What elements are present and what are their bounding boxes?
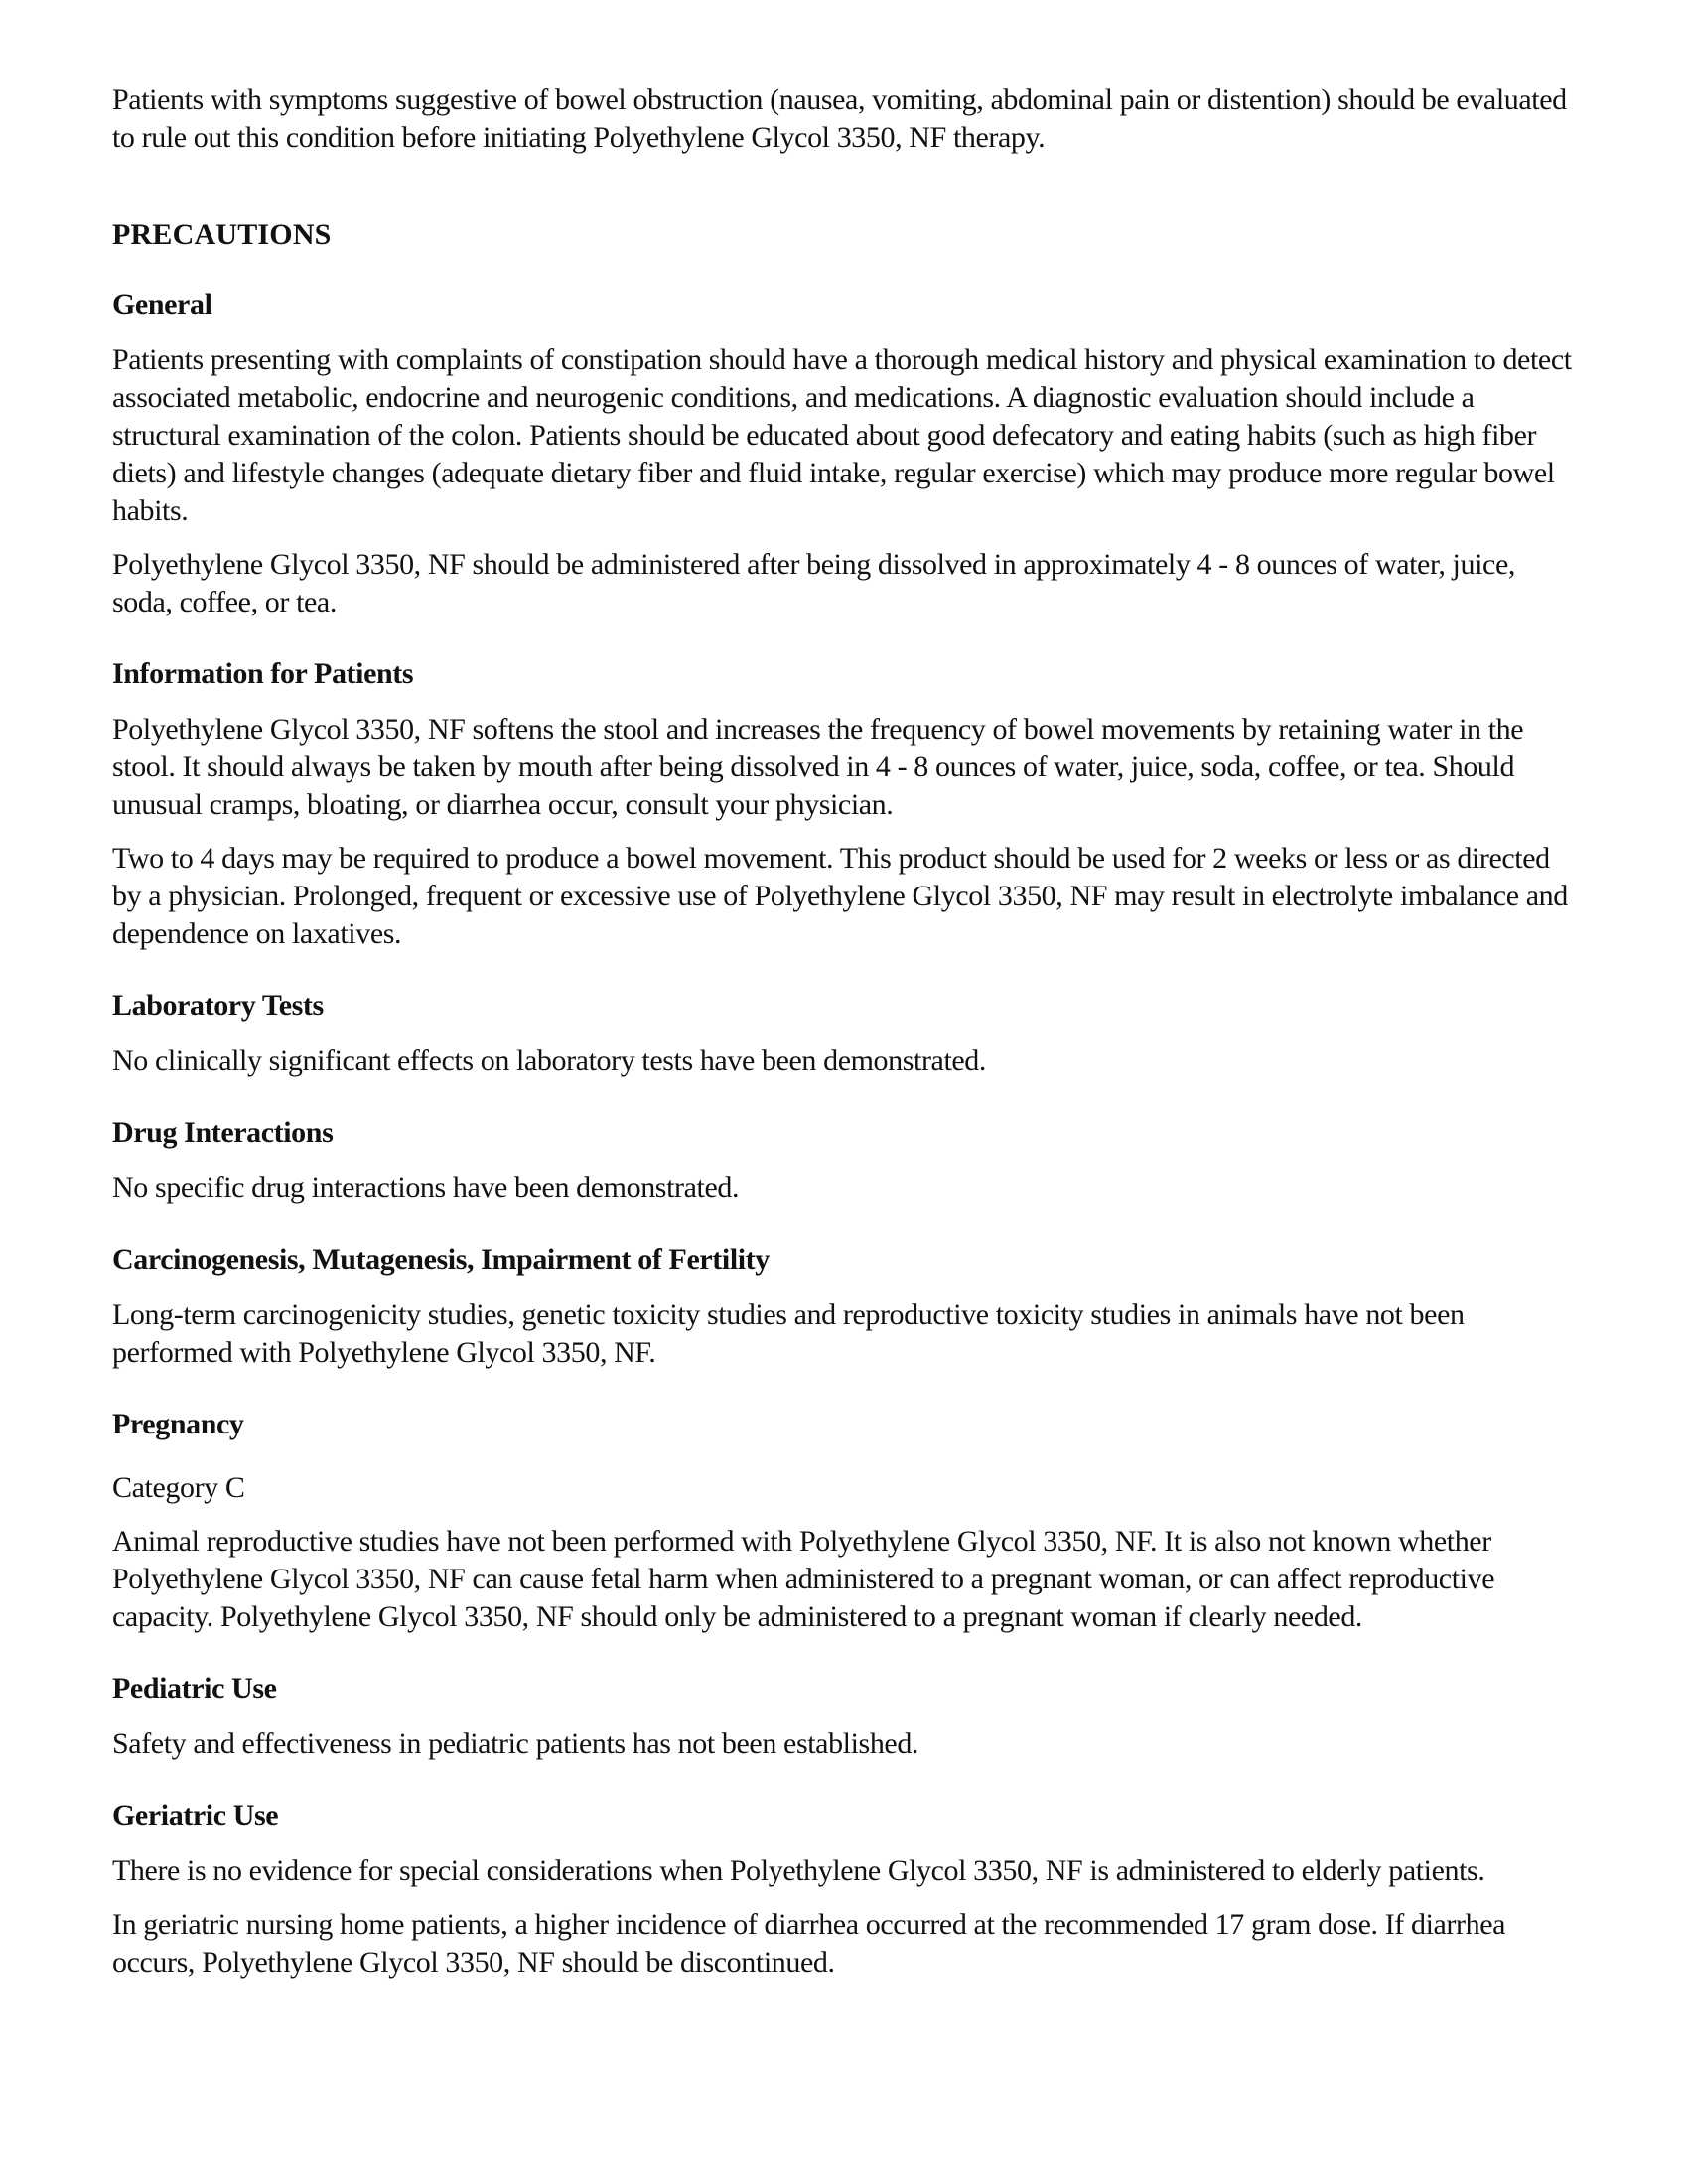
paragraph: There is no evidence for special considerations when Polyethylene Glycol 3350, NF is administered to elderly patients.: [112, 1854, 1485, 1887]
precautions-heading: PRECAUTIONS: [112, 218, 332, 251]
section-geriatric-use: [112, 1797, 1582, 1981]
intro-paragraph: Patients with symptoms suggestive of bowel obstruction (nausea, vomiting, abdominal pain or distention) should be evaluated to rule out this condition before initiating Polyethylene Glycol 3350, NF therapy.: [112, 83, 1567, 154]
section-pregnancy: [112, 1406, 1582, 1636]
paragraph: In geriatric nursing home patients, a higher incidence of diarrhea occurred at the recommended 17 gram dose. If diarrhea occurs, Polyethylene Glycol 3350, NF should be discontinued.: [112, 1908, 1506, 1979]
section-heading: Carcinogenesis, Mutagenesis, Impairment of Fertility: [112, 1243, 770, 1276]
section-information-for-patients: [112, 655, 1582, 953]
section-pediatric-use: [112, 1670, 1582, 1763]
paragraph: Polyethylene Glycol 3350, NF softens the stool and increases the frequency of bowel movements by retaining water in the stool. It should always be taken by mouth after being dissolved in 4 - 8 ounces of water, juice, soda, coffee, or tea. Should unusual cramps, bloating, or diarrhea occur, consult your physician.: [112, 713, 1524, 821]
section-carcinogenesis: [112, 1241, 1582, 1372]
section-heading: Drug Interactions: [112, 1116, 334, 1149]
paragraph: No specific drug interactions have been demonstrated.: [112, 1171, 740, 1204]
paragraph: Safety and effectiveness in pediatric patients has not been established.: [112, 1727, 919, 1760]
section-heading: General: [112, 288, 212, 321]
section-heading: Geriatric Use: [112, 1799, 279, 1832]
section-heading: Pregnancy: [112, 1408, 244, 1440]
section-heading: Information for Patients: [112, 657, 414, 690]
paragraph: Polyethylene Glycol 3350, NF should be administered after being dissolved in approximately 4 - 8 ounces of water, juice, soda, coffee, or tea.: [112, 548, 1515, 618]
paragraph: Patients presenting with complaints of constipation should have a thorough medical history and physical examination to detect associated metabolic, endocrine and neurogenic conditions, and medications. A diagnostic evaluation should include a structural examination of the colon. Patients should be educated about good defecatory and eating habits (such as high fiber diets) and lifestyle changes (adequate dietary fiber and fluid intake, regular exercise) which may produce more regular bowel habits.: [112, 343, 1572, 527]
section-heading: Laboratory Tests: [112, 989, 324, 1022]
pregnancy-category: Category C: [112, 1471, 245, 1504]
paragraph: Animal reproductive studies have not been performed with Polyethylene Glycol 3350, NF. It is also not known whether Polyethylene Glycol 3350, NF can cause fetal harm when administered to a pregnant woman, or can affect reproductive capacity. Polyethylene Glycol 3350, NF should only be administered to a pregnant woman if clearly needed.: [112, 1525, 1495, 1633]
paragraph: Long-term carcinogenicity studies, genetic toxicity studies and reproductive toxicity studies in animals have not been performed with Polyethylene Glycol 3350, NF.: [112, 1298, 1465, 1369]
section-laboratory-tests: [112, 987, 1582, 1080]
paragraph: No clinically significant effects on laboratory tests have been demonstrated.: [112, 1044, 987, 1077]
section-general: [112, 286, 1582, 621]
paragraph: Two to 4 days may be required to produce a bowel movement. This product should be used for 2 weeks or less or as directed by a physician. Prolonged, frequent or excessive use of Polyethylene Glycol 3350, NF may result in electrolyte imbalance and dependence on laxatives.: [112, 842, 1568, 950]
section-drug-interactions: [112, 1114, 1582, 1207]
section-heading: Pediatric Use: [112, 1672, 277, 1705]
document-page: [112, 81, 1582, 1997]
